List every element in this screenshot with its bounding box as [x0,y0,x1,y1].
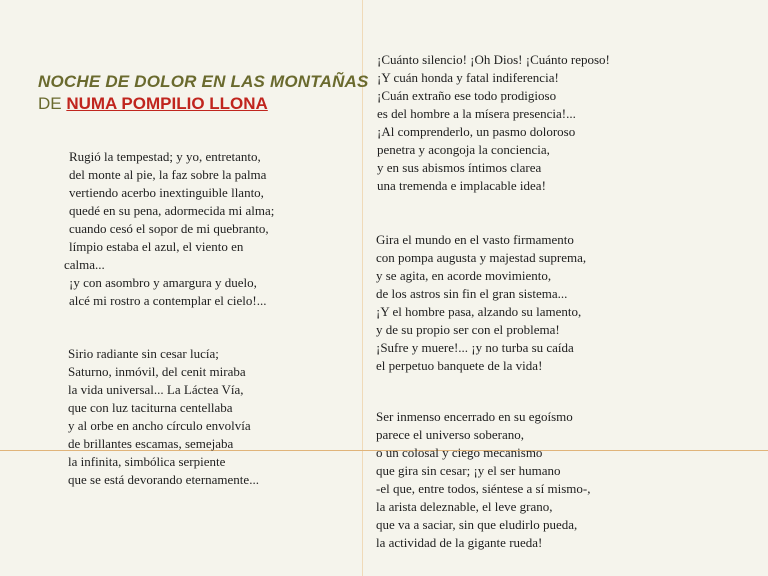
verse-line: calma... [64,257,105,272]
verse-line: alcé mi rostro a contemplar el cielo!... [69,293,267,308]
verse-line: parece el universo soberano, [376,427,524,442]
verse-line: la arista deleznable, el leve grano, [376,499,553,514]
verse-line: ¡Al comprenderlo, un pasmo doloroso [377,124,576,139]
verse-line: que va a saciar, sin que eludirlo pueda, [376,517,578,532]
verse-line: Rugió la tempestad; y yo, entretanto, [69,149,261,164]
stanza-3 [377,51,610,195]
verse-line: vertiendo acerbo inextinguible llanto, [69,185,264,200]
verse-line: con pompa augusta y majestad suprema, [376,250,587,265]
verse-line: del monte al pie, la faz sobre la palma [69,167,267,182]
poem-subtitle [38,94,268,114]
verse-line: ¡y con asombro y amargura y duelo, [69,275,257,290]
verse-line: ¡Sufre y muere!... ¡y no turba su caída [376,340,574,355]
stanza-1 [64,148,275,310]
verse-line: ¡Y cuán honda y fatal indiferencia! [377,70,559,85]
stanza-4 [376,231,586,375]
subtitle-prefix: DE [38,94,67,113]
verse-line: de brillantes escamas, semejaba [68,436,234,451]
stanza-2 [68,345,259,489]
verse-line: quedé en su pena, adormecida mi alma; [69,203,275,218]
verse-line: ¡Cuánto silencio! ¡Oh Dios! ¡Cuánto reposo! [377,52,610,67]
verse-line: límpio estaba el azul, el viento en [69,239,244,254]
verse-line: Saturno, inmóvil, del cenit miraba [68,364,246,379]
verse-line: y en sus abismos íntimos clarea [377,160,542,175]
verse-line: Ser inmenso encerrado en su egoísmo [376,409,573,424]
verse-line: ¡Y el hombre pasa, alzando su lamento, [376,304,582,319]
verse-line: ¡Cuán extraño ese todo prodigioso [377,88,557,103]
stanza-5 [376,408,590,552]
verse-line: cuando cesó el sopor de mi quebranto, [69,221,269,236]
verse-line: es del hombre a la mísera presencia!... [377,106,576,121]
verse-line: y al orbe en ancho círculo envolvía [68,418,251,433]
verse-line: que gira sin cesar; ¡y el ser humano [376,463,561,478]
verse-line: Sirio radiante sin cesar lucía; [68,346,219,361]
verse-line: la infinita, simbólica serpiente [68,454,226,469]
verse-line: que con luz taciturna centellaba [68,400,233,415]
verse-line: y se agita, en acorde movimiento, [376,268,552,283]
verse-line: que se está devorando eternamente... [68,472,259,487]
verse-line: o un colosal y ciego mecanismo [376,445,543,460]
verse-line: de los astros sin fin el gran sistema... [376,286,568,301]
verse-line: y de su propio ser con el problema! [376,322,560,337]
verse-line: la actividad de la gigante rueda! [376,535,543,550]
verse-line: el perpetuo banquete de la vida! [376,358,543,373]
verse-line: -el que, entre todos, siéntese a sí mismo-, [376,481,591,496]
verse-line: Gira el mundo en el vasto firmamento [376,232,574,247]
verse-line: una tremenda e implacable idea! [377,178,546,193]
verse-line: la vida universal... La Láctea Vía, [68,382,244,397]
author-name[interactable]: NUMA POMPILIO LLONA [66,94,268,113]
poem-title: NOCHE DE DOLOR EN LAS MONTAÑAS [38,72,369,91]
verse-line: penetra y acongoja la conciencia, [377,142,550,157]
